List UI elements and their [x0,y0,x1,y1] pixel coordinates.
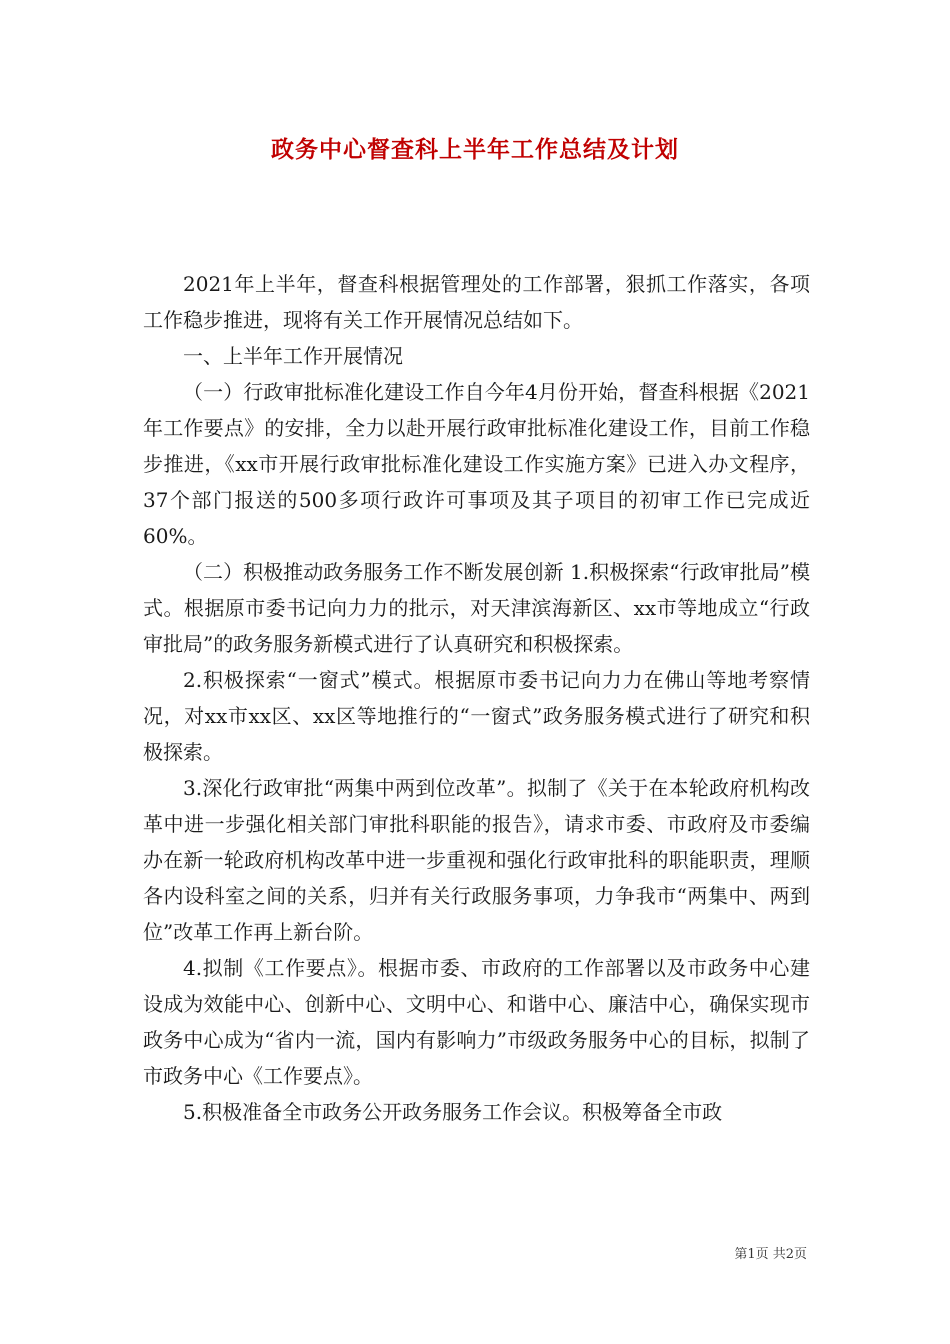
paragraph-one-window: 2.积极探索“一窗式”模式。根据原市委书记向力力在佛山等地考察情况，对xx市xx区、xx区等地推行的“一窗式”政务服务模式进行了研究和积极探索。 [143,668,810,764]
paragraph-meeting: 5.积极准备全市政务公开政务服务工作会议。积极筹备全市政 [183,1100,723,1124]
paragraph-reform: 3.深化行政审批“两集中两到位改革”。拟制了《关于在本轮政府机构改革中进一步强化相关部门审批科职能的报告》，请求市委、市政府及市委编办在新一轮政府机构改革中进一步重视和强化行政审批科的职能职责，理顺各内设科室之间的关系，归并有关行政服务事项，力争我市“两集中、两到位”改革工作再上新台阶。 [143,776,810,944]
section-heading-1: 一、上半年工作开展情况 [183,344,403,368]
paragraph-innovation: （二）积极推动政务服务工作不断发展创新 1.积极探索“行政审批局”模式。根据原市委书记向力力的批示，对天津滨海新区、xx市等地成立“行政审批局”的政务服务新模式进行了认真研究和积极探索。 [143,560,810,656]
page-number: 第1页 共2页 [734,1247,807,1262]
paragraph-work-points: 4.拟制《工作要点》。根据市委、市政府的工作部署以及市政务中心建设成为效能中心、创新中心、文明中心、和谐中心、廉洁中心，确保实现市政务中心成为“省内一流，国内有影响力”市级政务服务中心的目标，拟制了市政务中心《工作要点》。 [143,956,810,1088]
page-title: 政务中心督查科上半年工作总结及计划 [271,137,679,163]
paragraph-standardization: （一）行政审批标准化建设工作自今年4月份开始，督查科根据《2021年工作要点》的安排，全力以赴开展行政审批标准化建设工作，目前工作稳步推进，《xx市开展行政审批标准化建设工作实施方案》已进入办文程序，37个部门报送的500多项行政许可事项及其子项目的初审工作已完成近60%。 [143,380,810,548]
document-body [143,266,810,1130]
paragraph-intro: 2021年上半年，督查科根据管理处的工作部署，狠抓工作落实，各项工作稳步推进，现将有关工作开展情况总结如下。 [143,272,810,332]
